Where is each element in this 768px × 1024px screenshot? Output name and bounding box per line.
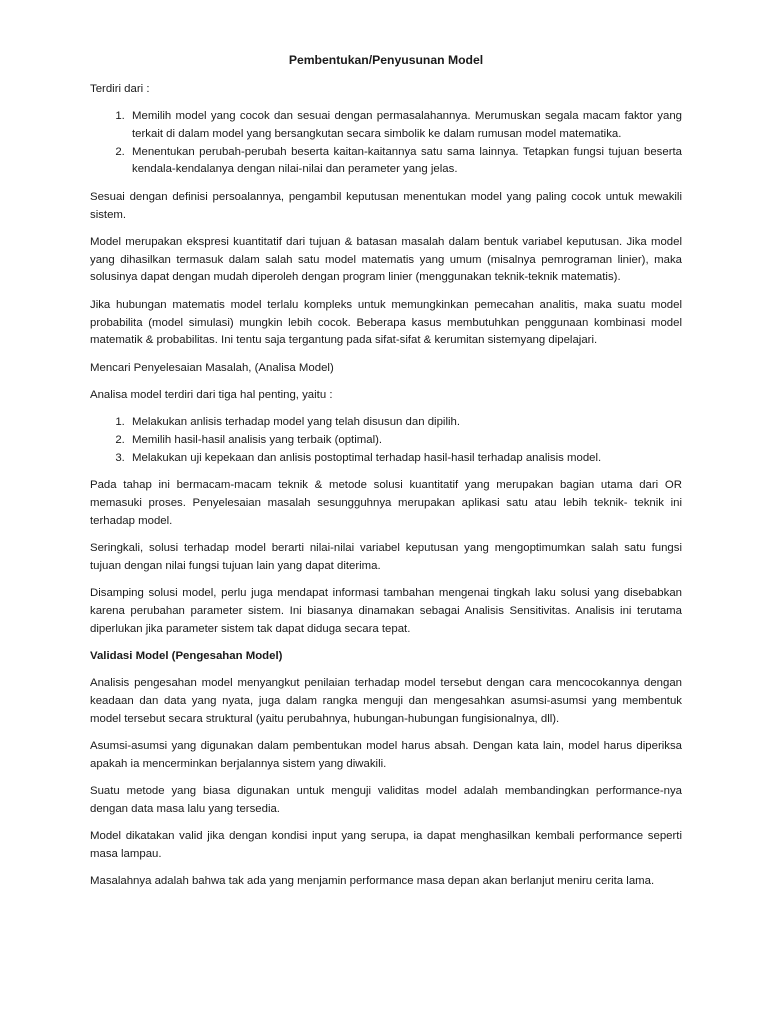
list-item: 3. Melakukan uji kepekaan dan anlisis postoptimal terhadap hasil-hasil terhadap analisis model. (128, 450, 682, 468)
list-item: 2. Menentukan perubah-perubah beserta kaitan-kaitannya satu sama lainnya. Tetapkan fungsi tujuan beserta kendala-kendalanya dengan nilai-nilai dan perameter yang jelas. (128, 144, 682, 180)
paragraph: Seringkali, solusi terhadap model berarti nilai-nilai variabel keputusan yang mengoptimumkan salah satu fungsi tujuan dengan nilai fungsi tujuan lain yang dapat diterima. (90, 542, 682, 572)
paragraph: Asumsi-asumsi yang digunakan dalam pembentukan model harus absah. Dengan kata lain, model harus diperiksa apakah ia mencerminkan berjalannya sistem yang diwakili. (90, 740, 682, 770)
paragraph: Disamping solusi model, perlu juga mendapat informasi tambahan mengenai tingkah laku solusi yang disebabkan karena perubahan parameter sistem. Ini biasanya dinamakan sebagai Analisis Sensitivitas. Analisis ini terutama diperlukan jika parameter sistem tak dapat diduga secara tepat. (90, 587, 682, 635)
paragraph: Jika hubungan matematis model terlalu kompleks untuk memungkinkan pemecahan analitis, maka suatu model probabilita (model simulasi) mungkin lebih cocok. Beberapa kasus membutuhkan penggunaan kombinasi model matematik & probabilitas. Ini tentu saja tergantung pada sifat-sifat & kerumitan sistemyang dipelajari. (90, 298, 682, 347)
intro-text: Terdiri dari : (90, 82, 150, 95)
paragraph: Model dikatakan valid jika dengan kondisi input yang serupa, ia dapat menghasilkan kembali performance seperti masa lampau. (90, 830, 682, 861)
paragraph: Suatu metode yang biasa digunakan untuk menguji validitas model adalah membandingkan performance-nya dengan data masa lalu yang tersedia. (90, 785, 682, 816)
analysis-steps-list (90, 414, 682, 467)
model-steps-list (90, 108, 682, 179)
list-item: 1. Melakukan anlisis terhadap model yang telah disusun dan dipilih. (128, 414, 682, 432)
paragraph: Masalahnya adalah bahwa tak ada yang menjamin performance masa depan akan berlanjut meniru cerita lama. (90, 875, 655, 888)
list-item: 2. Memilih hasil-hasil analisis yang terbaik (optimal). (128, 432, 682, 450)
paragraph: Pada tahap ini bermacam-macam teknik & metode solusi kuantitatif yang merupakan bagian utama dari OR memasuki proses. Penyelesaian masalah sesungguhnya merupakan aplikasi satu atau lebih teknik- teknik ini terhadap model. (90, 479, 682, 527)
paragraph: Analisis pengesahan model menyangkut penilaian terhadap model tersebut dengan cara mencocokannya dengan keadaan dan data yang nyata, juga dalam rangka menguji dan mengesahkan asumsi-asumsi yang membentuk model tersebut secara struktural (yaitu perubahnya, hubungan-hubungan fungisionalnya, dll). (90, 677, 682, 725)
section-heading: Validasi Model (Pengesahan Model) (90, 650, 283, 663)
paragraph: Model merupakan ekspresi kuantitatif dari tujuan & batasan masalah dalam bentuk variabel keputusan. Jika model yang dihasilkan termasuk dalam salah satu model matematis yang umum (misalnya pemrograman linier), maka solusinya dapat dengan mudah diperoleh dengan program linier (menggunakan teknik-teknik matematis). (90, 235, 682, 284)
paragraph: Analisa model terdiri dari tiga hal penting, yaitu : (90, 388, 333, 401)
section-label: Mencari Penyelesaian Masalah, (Analisa Model) (90, 361, 334, 374)
paragraph: Sesuai dengan definisi persoalannya, pengambil keputusan menentukan model yang paling cocok untuk mewakili sistem. (90, 190, 682, 221)
list-item: 1. Memilih model yang cocok dan sesuai dengan permasalahannya. Merumuskan segala macam faktor yang terkait di dalam model yang bersangkutan secara simbolik ke dalam rumusan model matematika. (128, 108, 682, 144)
document-title: Pembentukan/Penyusunan Model (288, 53, 484, 67)
